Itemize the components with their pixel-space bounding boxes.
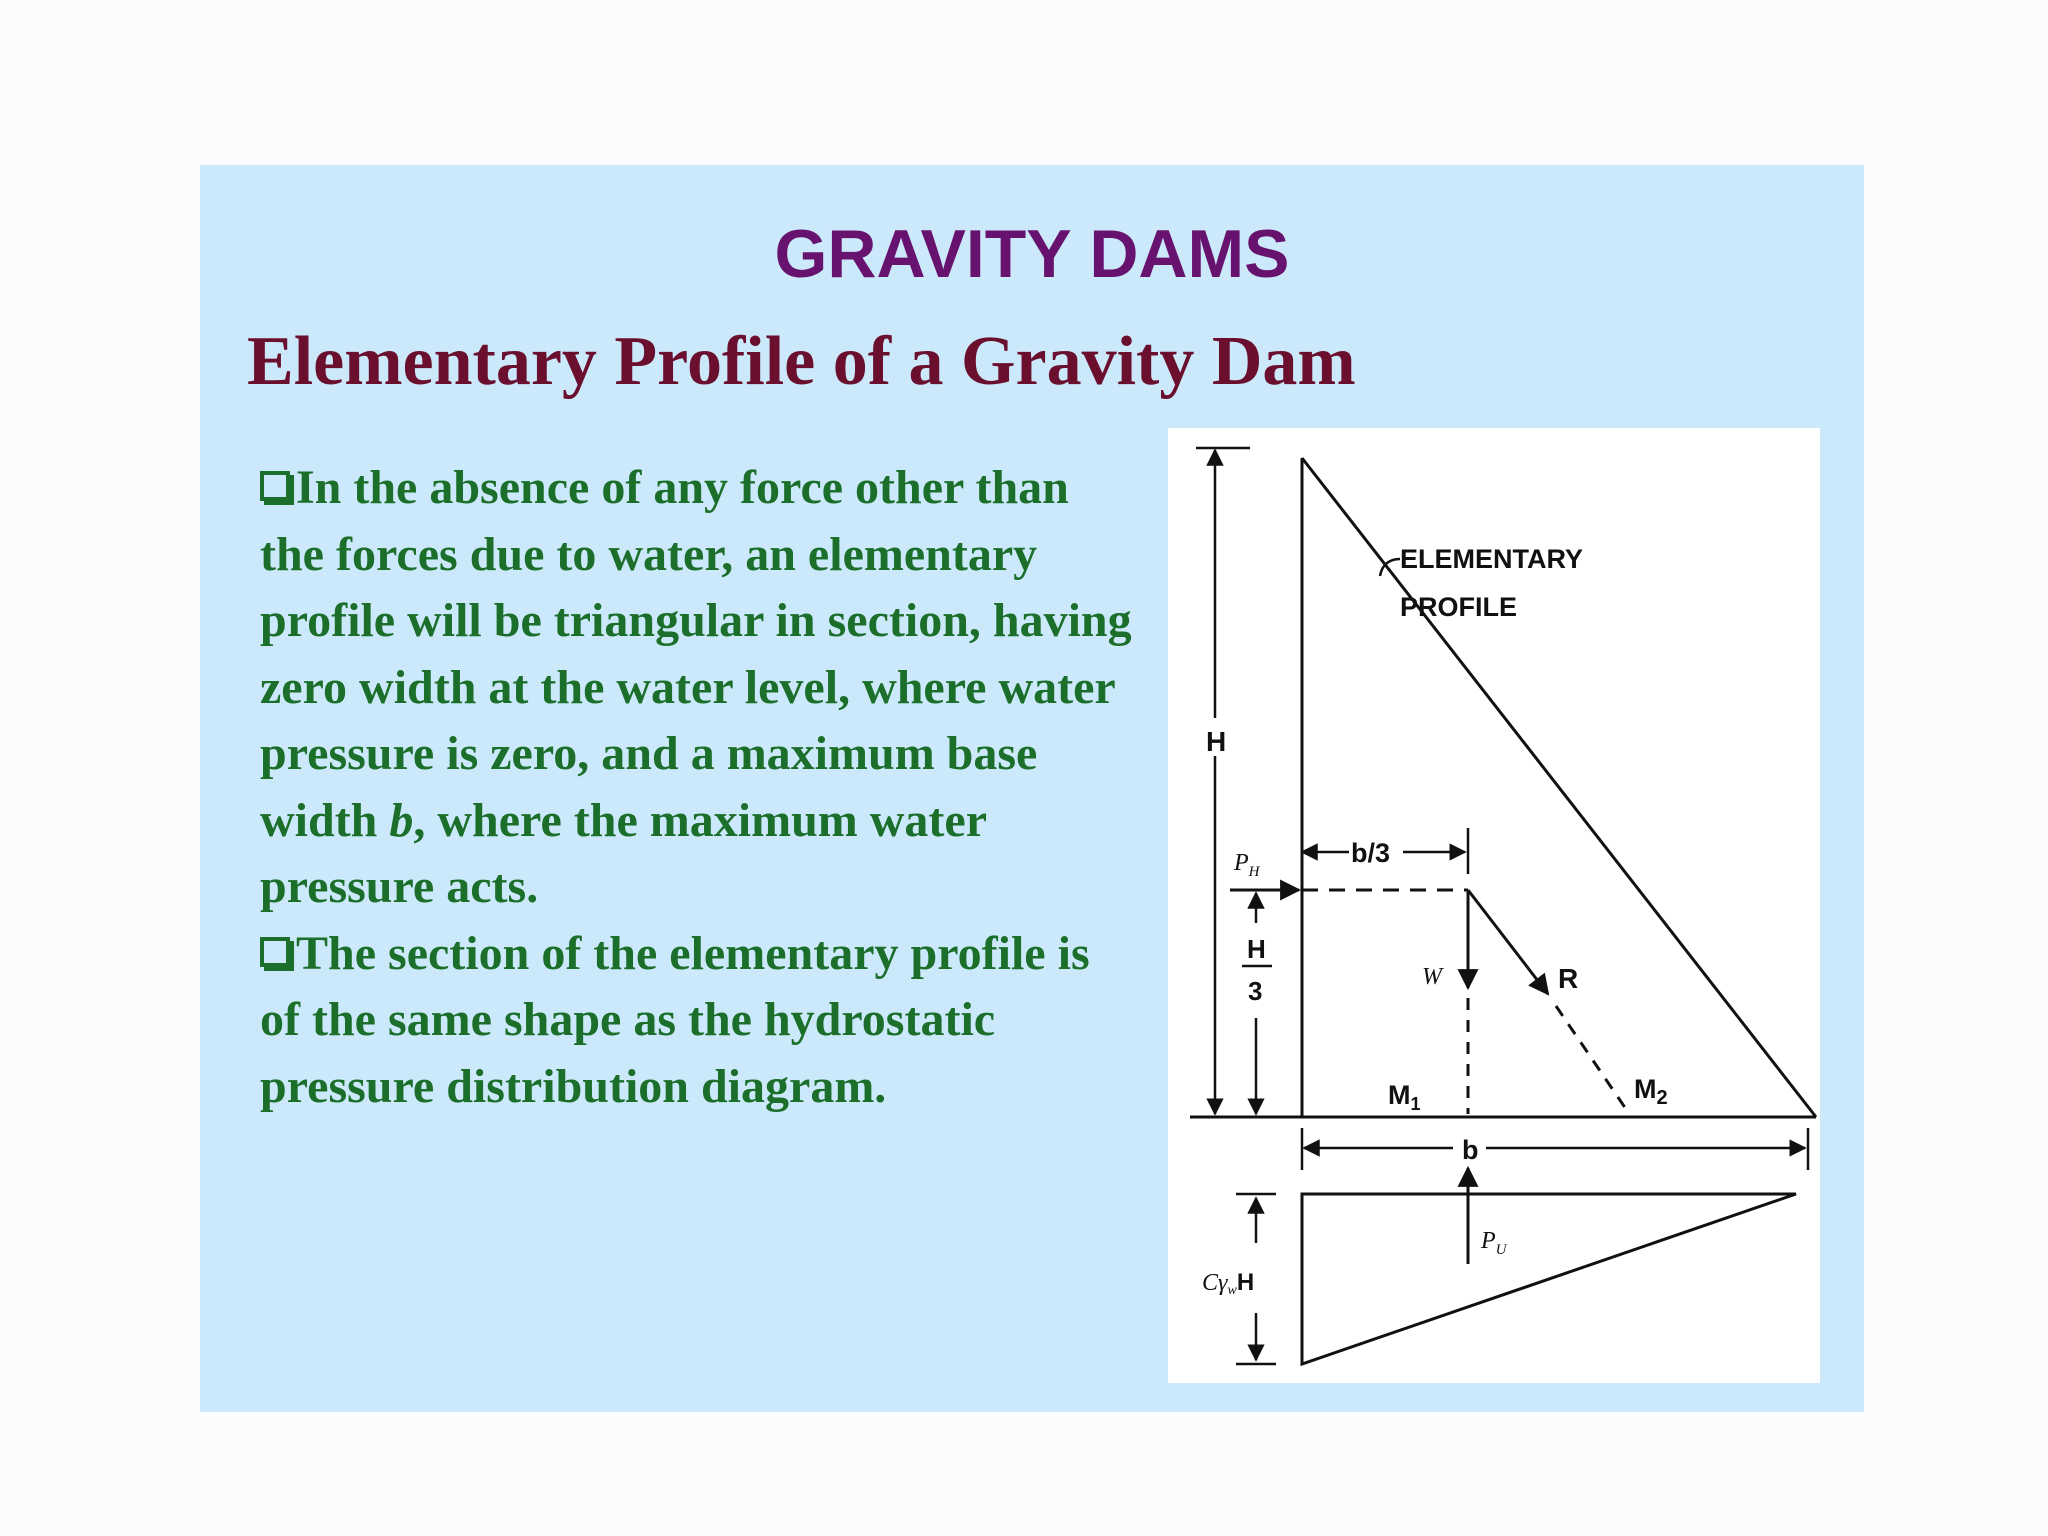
uplift-pressure-triangle bbox=[1302, 1194, 1796, 1364]
third-height-denominator: 3 bbox=[1248, 976, 1263, 1006]
slide-subtitle: Elementary Profile of a Gravity Dam bbox=[247, 323, 1356, 400]
bullet-emphasis: b bbox=[389, 793, 414, 847]
bullet-tail: , where the maximum water pressure acts. bbox=[260, 793, 987, 913]
resultant-label: R bbox=[1558, 963, 1579, 994]
height-dimension bbox=[1196, 448, 1250, 1114]
third-height-numerator: H bbox=[1247, 934, 1266, 964]
uplift-head-label: CγwH bbox=[1202, 1269, 1255, 1298]
resultant-arrow bbox=[1468, 890, 1548, 994]
base-width-dimension bbox=[1302, 1128, 1808, 1170]
resultant-line-dashed bbox=[1556, 1006, 1628, 1112]
point-m2-label: $M_2$ bbox=[1634, 1074, 1668, 1109]
dam-profile-figure bbox=[1168, 428, 1820, 1383]
bullet-list bbox=[260, 455, 1140, 1120]
checkbox-bullet-icon bbox=[260, 937, 290, 967]
base-width-label: b bbox=[1462, 1135, 1479, 1165]
point-m1-label: $M_1$ bbox=[1388, 1080, 1421, 1114]
dam-profile-diagram bbox=[1168, 428, 1820, 1383]
weight-label: W bbox=[1422, 964, 1442, 990]
horizontal-force-label: $P_H$ bbox=[1234, 850, 1260, 880]
slide bbox=[200, 165, 1864, 1412]
profile-label-line1: ELEMENTARY bbox=[1400, 544, 1584, 574]
bullet-item bbox=[260, 455, 1140, 921]
height-label: H bbox=[1206, 726, 1227, 757]
profile-label-line2: PROFILE bbox=[1400, 592, 1518, 622]
slide-title: GRAVITY DAMS bbox=[774, 216, 1290, 292]
checkbox-bullet-icon bbox=[260, 471, 290, 501]
bullet-item bbox=[260, 921, 1140, 1121]
third-width-label: b/3 bbox=[1351, 838, 1391, 868]
bullet-text: In the absence of any force other than the forces due to water, an elementary profile will be triangular in section, having zero width at the water level, where water pressure is zero, and a maximum base width bbox=[260, 461, 1132, 847]
uplift-label: $P_U$ bbox=[1481, 1228, 1507, 1258]
bullet-text: The section of the elementary profile is of the same shape as the hydrostatic pressure distribution diagram. bbox=[260, 926, 1090, 1113]
